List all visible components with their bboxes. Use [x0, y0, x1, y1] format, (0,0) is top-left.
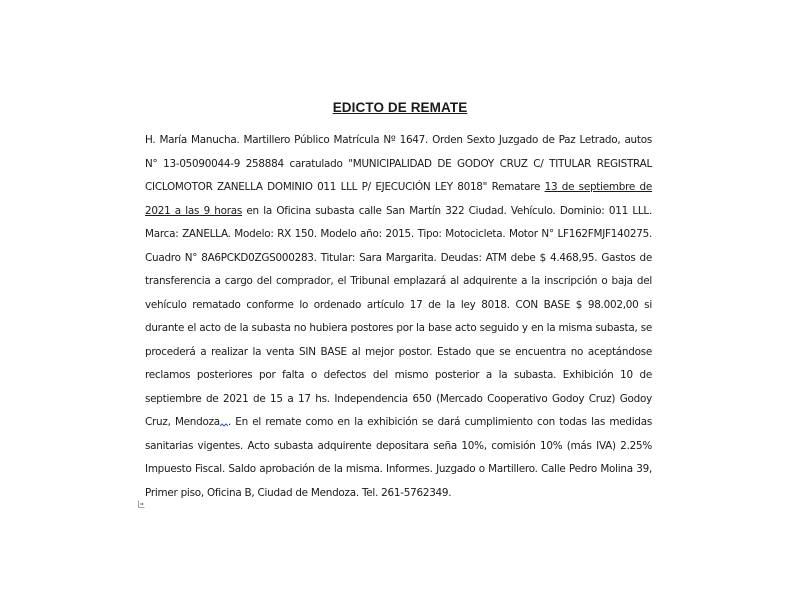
paragraph-text-part2: en la Oficina subasta calle San Martín 322 Ciudad. Vehículo. Dominio: 011 LLL. Marca: ZANELLA. Modelo: RX 150. Modelo año: 2015. Tipo: Motocicleta. Motor N° LF162FMJF140275. Cuadro N° 8A6PCKD0ZGS000283. Titular: Sara Margarita. Deudas: ATM debe $ 4.468,95. Gastos de transferencia a cargo del comprador, el Tribunal emplazará al adquirente a la inscripción o baja del vehículo rematado conforme lo ordenado artículo 17 de la ley 8018. CON BASE $ 98.002,00 si durante el acto de la subasta no hubiera postores por la base acto seguido y en la misma subasta, se procederá a realizar la venta SIN BASE al mejor postor. Estado que se encuentra no aceptándose reclamos posteriores por falta o defectos del mismo posterior a la subasta. Exhibición 10 de septiembre de 2021 de 15 a 17 hs. Independencia 650 (Mercado Cooperativo Godoy Cruz) Godoy Cruz, Mendoza	[145, 204, 652, 428]
paragraph-text-part3: . En el remate como en la exhibición se dará cumplimiento con todas las medidas sanitarias vigentes. Acto subasta adquirente depositara seña 10%, comisión 10% (más IVA) 2.25% Impuesto Fiscal. Saldo aprobación de la misma. Informes. Juzgado o Martillero. Calle Pedro Molina 39, Primer piso, Oficina B, Ciudad de Mendoza. Tel. 261-5762349.	[145, 416, 652, 499]
auction-date: 13 de septiembre de 2021 a las 9 horas	[145, 181, 652, 217]
grammar-squiggle-icon[interactable]	[220, 422, 228, 428]
paragraph-mark-icon	[138, 495, 145, 503]
edict-paragraph	[145, 129, 652, 505]
document-title: EDICTO DE REMATE	[332, 100, 468, 115]
paragraph-text-part1: H. María Manucha. Martillero Público Matrícula Nº 1647. Orden Sexto Juzgado de Paz Letrado, autos N° 13-05090044-9 258884 caratulado "MUNICIPALIDAD DE GODOY CRUZ C/ TITULAR REGISTRAL CICLOMOTOR ZANELLA DOMINIO 011 LLL P/ EJECUCIÓN LEY 8018" Rematare	[145, 134, 652, 193]
